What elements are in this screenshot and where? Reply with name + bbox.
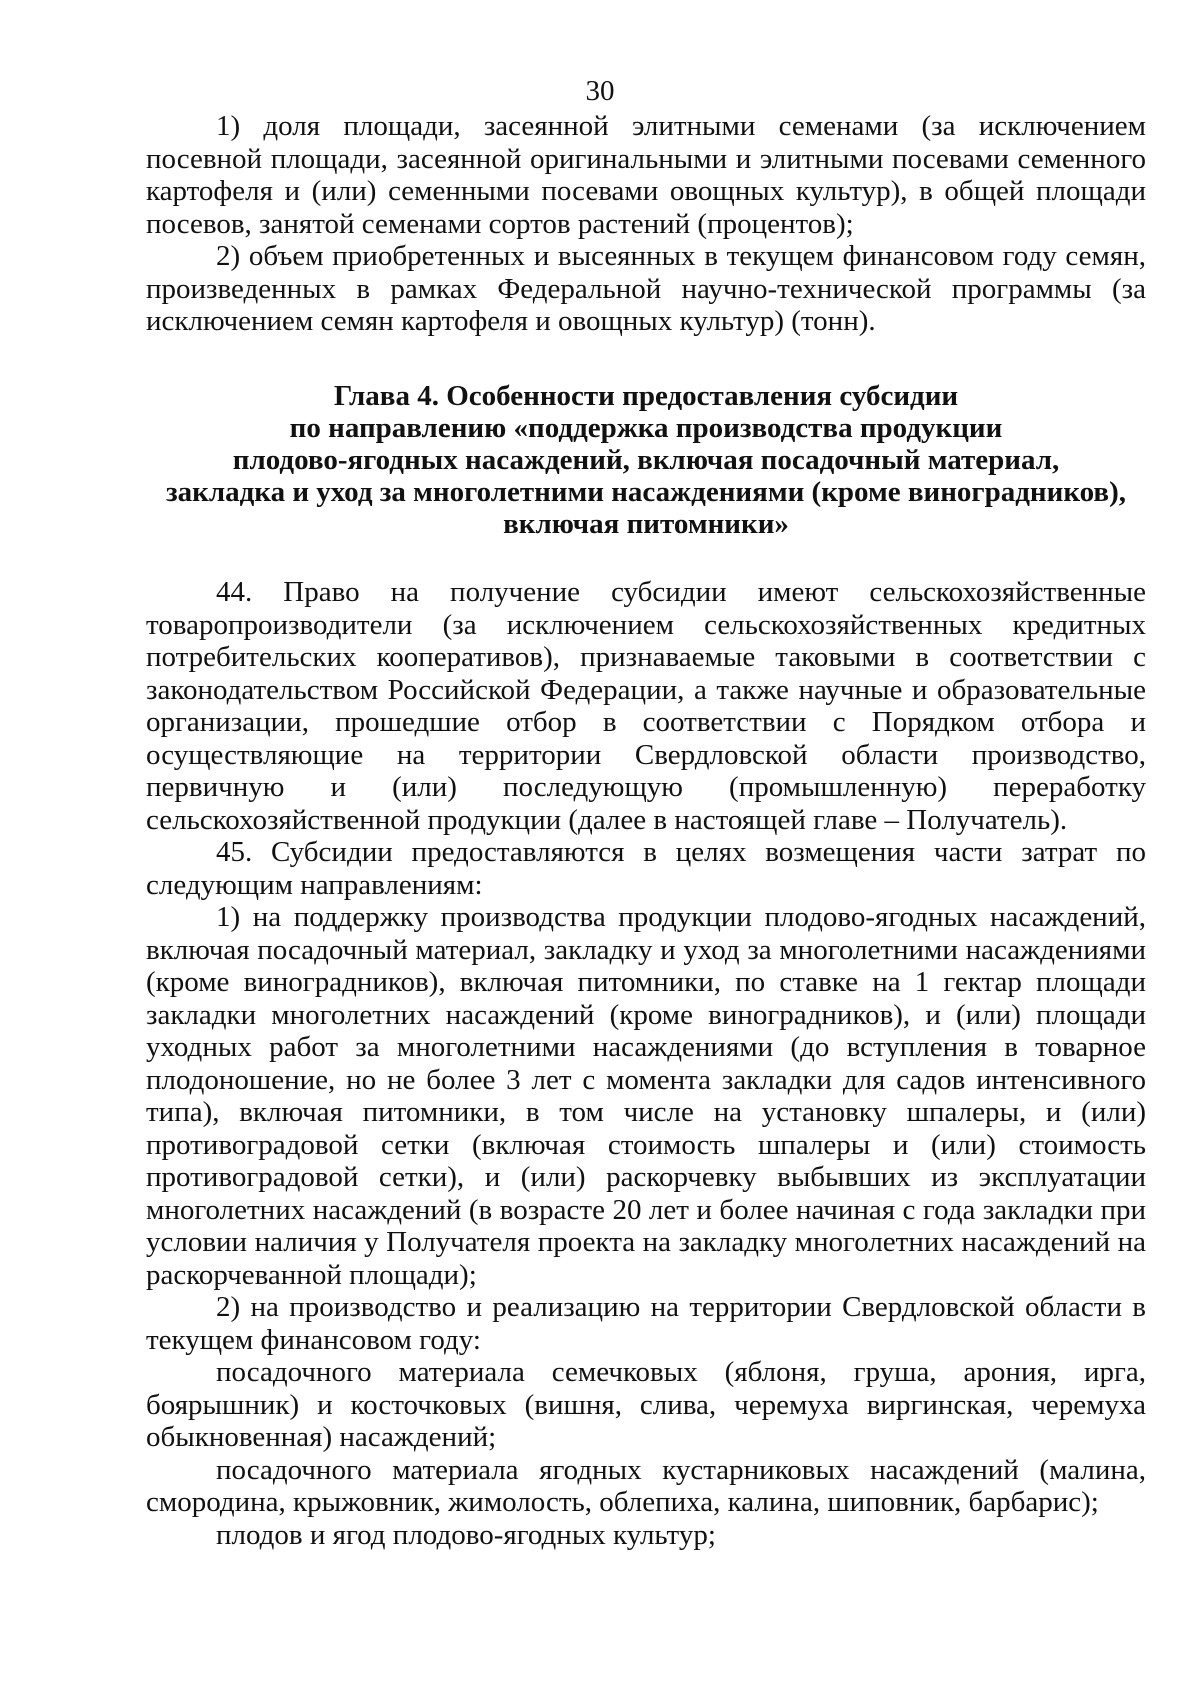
- chapter-body: [146, 576, 1146, 1551]
- heading-line: включая питомники»: [503, 508, 789, 540]
- list-item: плодов и ягод плодово-ягодных культур;: [216, 1518, 716, 1551]
- list-item: посадочного материала ягодных кустарниковых насаждений (малина, смородина, крыжовник, жимолость, облепиха, калина, шиповник, барбарис);: [146, 1453, 1146, 1518]
- page-number: 30: [585, 75, 615, 107]
- chapter-heading: [146, 380, 1146, 540]
- list-item: 2) объем приобретенных и высеянных в текущем финансовом году семян, произведенных в рамках Федеральной научно-технической программы (за исключением семян картофеля и овощных культур) (тонн).: [146, 240, 1146, 337]
- list-item: посадочного материала семечковых (яблоня, груша, арония, ирга, боярышник) и косточковых (вишня, слива, черемуха виргинская, черемуха обыкновенная) насаждений;: [146, 1356, 1146, 1453]
- top-items-block: [146, 110, 1146, 338]
- paragraph-45: 45. Субсидии предоставляются в целях возмещения части затрат по следующим направлениям:: [146, 836, 1146, 901]
- heading-line: закладка и уход за многолетними насаждениями (кроме виноградников),: [166, 476, 1126, 508]
- paragraph-44: 44. Право на получение субсидии имеют сельскохозяйственные товаропроизводители (за исключением сельскохозяйственных кредитных потребительских кооперативов), признаваемые таковыми в соответствии с законодательством Российской Федерации, а также научные и образовательные организации, прошедшие отбор в соответствии с Порядком отбора и осуществляющие на территории Свердловской области производство, первичную и (или) последующую (промышленную) переработку сельскохозяйственной продукции (далее в настоящей главе – Получатель).: [146, 576, 1146, 836]
- heading-line: по направлению «поддержка производства продукции: [289, 412, 1003, 444]
- list-item: 1) доля площади, засеянной элитными семенами (за исключением посевной площади, засеянной оригинальными и элитными посевами семенного картофеля и (или) семенными посевами овощных культур), в общей площади посевов, занятой семенами сортов растений (процентов);: [146, 110, 1146, 240]
- list-item: 1) на поддержку производства продукции плодово-ягодных насаждений, включая посадочный материал, закладку и уход за многолетними насаждениями (кроме виноградников), включая питомники, по ставке на 1 гектар площади закладки многолетних насаждений (кроме виноградников), и (или) площади уходных работ за многолетними насаждениями (до вступления в товарное плодоношение, но не более 3 лет с момента закладки для садов интенсивного типа), включая питомники, в том числе на установку шпалеры, и (или) противоградовой сетки (включая стоимость шпалеры и (или) стоимость противоградовой сетки), и (или) раскорчевку выбывших из эксплуатации многолетних насаждений (в возрасте 20 лет и более начиная с года закладки при условии наличия у Получателя проекта на закладку многолетних насаждений на раскорчеванной площади);: [146, 901, 1146, 1291]
- heading-line: плодово-ягодных насаждений, включая посадочный материал,: [232, 444, 1060, 476]
- heading-line: Глава 4. Особенности предоставления субсидии: [333, 380, 959, 412]
- list-item: 2) на производство и реализацию на территории Свердловской области в текущем финансовом году:: [146, 1291, 1146, 1356]
